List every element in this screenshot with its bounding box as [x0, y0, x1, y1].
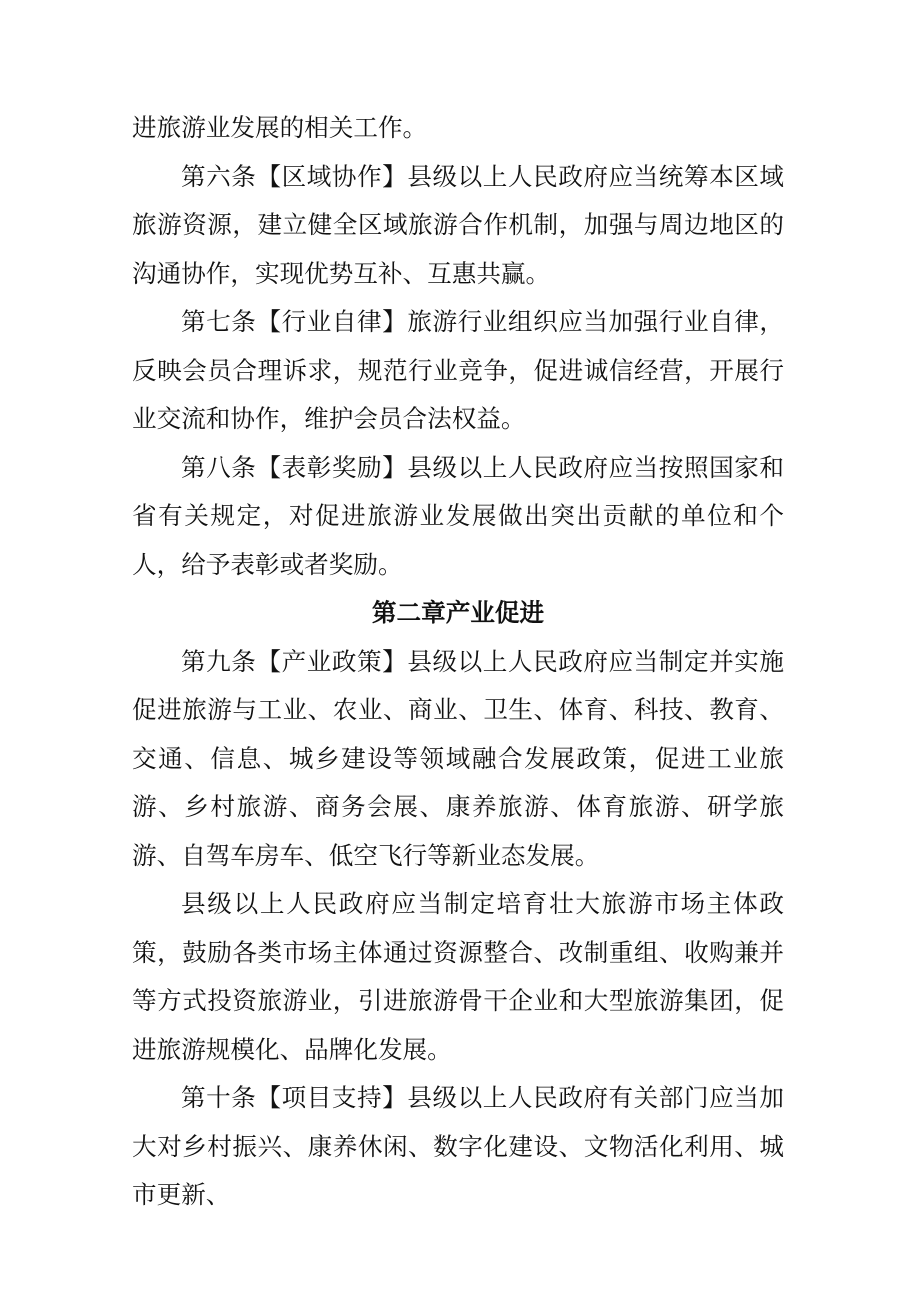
document-body	[132, 104, 784, 1220]
paragraph-continuation: 进旅游业发展的相关工作。	[132, 113, 428, 142]
article-9-market-entity-policy: 县级以上人民政府应当制定培育壮大旅游市场主体政策，鼓励各类市场主体通过资源整合、改制重组、收购兼并等方式投资旅游业，引进旅游骨干企业和大型旅游集团，促进旅游规模化、品牌化发展。	[132, 889, 784, 1064]
article-6-regional-cooperation: 第六条【区域协作】县级以上人民政府应当统筹本区域旅游资源，建立健全区域旅游合作机制，加强与周边地区的沟通协作，实现优势互补、互惠共赢。	[132, 161, 784, 288]
article-8-commendation-awards: 第八条【表彰奖励】县级以上人民政府应当按照国家和省有关规定，对促进旅游业发展做出突出贡献的单位和个人，给予表彰或者奖励。	[132, 452, 784, 579]
article-7-industry-self-regulation: 第七条【行业自律】旅游行业组织应当加强行业自律，反映会员合理诉求，规范行业竞争，促进诚信经营，开展行业交流和协作，维护会员合法权益。	[132, 307, 784, 433]
chapter-2-heading: 第二章产业促进	[371, 598, 545, 627]
article-10-project-support: 第十条【项目支持】县级以上人民政府有关部门应当加大对乡村振兴、康养休闲、数字化建设、文物活化利用、城市更新、	[132, 1083, 784, 1209]
article-9-industrial-policy: 第九条【产业政策】县级以上人民政府应当制定并实施促进旅游与工业、农业、商业、卫生、体育、科技、教育、交通、信息、城乡建设等领域融合发展政策，促进工业旅游、乡村旅游、商务会展、康养旅游、体育旅游、研学旅游、自驾车房车、低空飞行等新业态发展。	[132, 646, 784, 870]
